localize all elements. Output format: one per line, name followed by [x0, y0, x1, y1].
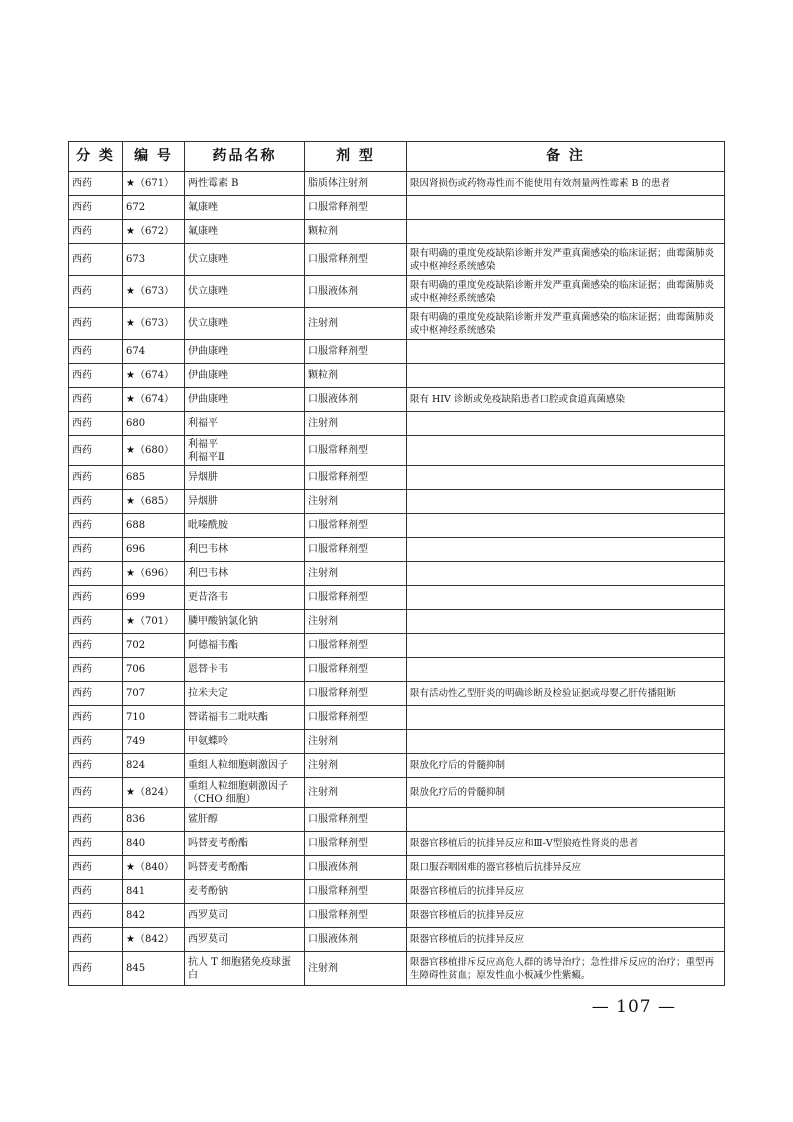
table-row — [69, 436, 725, 466]
cell-number: ★（842） — [123, 928, 185, 952]
table-header — [69, 142, 725, 172]
cell-note — [407, 808, 725, 832]
cell-number: 707 — [123, 682, 185, 706]
cell-note: 限器官移植后的抗排异反应和Ⅲ-Ⅴ型狼疮性肾炎的患者 — [407, 832, 725, 856]
cell-category: 西药 — [69, 634, 123, 658]
cell-number: 672 — [123, 196, 185, 220]
cell-name: 重组人粒细胞刺激因子 — [185, 754, 305, 778]
cell-category: 西药 — [69, 308, 123, 340]
cell-number: 842 — [123, 904, 185, 928]
cell-number: ★（696） — [123, 562, 185, 586]
cell-category: 西药 — [69, 340, 123, 364]
cell-form: 注射剂 — [305, 610, 407, 634]
cell-form: 口服常释剂型 — [305, 634, 407, 658]
header-form: 剂 型 — [305, 142, 407, 172]
cell-number: 845 — [123, 952, 185, 986]
cell-note — [407, 220, 725, 244]
cell-note — [407, 490, 725, 514]
table-row — [69, 880, 725, 904]
table-row — [69, 562, 725, 586]
table-row — [69, 952, 725, 986]
cell-note: 限器官移植后的抗排异反应 — [407, 928, 725, 952]
cell-category: 西药 — [69, 880, 123, 904]
cell-name: 吗替麦考酚酯 — [185, 856, 305, 880]
cell-name: 替诺福韦二吡呋酯 — [185, 706, 305, 730]
table-body — [69, 172, 725, 986]
cell-note: 限有明确的重度免疫缺陷诊断并发严重真菌感染的临床证据；曲霉菌肺炎或中枢神经系统感染 — [407, 276, 725, 308]
cell-number: 680 — [123, 412, 185, 436]
cell-number: ★（701） — [123, 610, 185, 634]
cell-name: 利巴韦林 — [185, 562, 305, 586]
cell-name: 麦考酚钠 — [185, 880, 305, 904]
cell-note: 限放化疗后的骨髓抑制 — [407, 754, 725, 778]
cell-category: 西药 — [69, 388, 123, 412]
cell-number: 685 — [123, 466, 185, 490]
cell-form: 口服常释剂型 — [305, 436, 407, 466]
cell-form: 注射剂 — [305, 308, 407, 340]
cell-category: 西药 — [69, 928, 123, 952]
cell-note — [407, 706, 725, 730]
cell-category: 西药 — [69, 220, 123, 244]
table-row — [69, 388, 725, 412]
cell-name: 氟康唑 — [185, 196, 305, 220]
cell-form: 口服常释剂型 — [305, 196, 407, 220]
cell-name: 甲氨蝶呤 — [185, 730, 305, 754]
cell-number: ★（680） — [123, 436, 185, 466]
cell-category: 西药 — [69, 856, 123, 880]
cell-number: 824 — [123, 754, 185, 778]
cell-form: 注射剂 — [305, 490, 407, 514]
cell-category: 西药 — [69, 778, 123, 808]
table-row — [69, 778, 725, 808]
cell-note — [407, 436, 725, 466]
cell-number: 696 — [123, 538, 185, 562]
header-category: 分 类 — [69, 142, 123, 172]
table-row — [69, 244, 725, 276]
table-row — [69, 412, 725, 436]
header-note: 备 注 — [407, 142, 725, 172]
cell-form: 口服常释剂型 — [305, 514, 407, 538]
cell-category: 西药 — [69, 466, 123, 490]
header-row — [69, 142, 725, 172]
cell-name: 阿德福韦酯 — [185, 634, 305, 658]
cell-form: 注射剂 — [305, 562, 407, 586]
cell-note — [407, 538, 725, 562]
cell-number: 710 — [123, 706, 185, 730]
cell-name: 西罗莫司 — [185, 904, 305, 928]
cell-note — [407, 562, 725, 586]
cell-number: 836 — [123, 808, 185, 832]
cell-note — [407, 196, 725, 220]
cell-number: ★（824） — [123, 778, 185, 808]
cell-note: 限有活动性乙型肝炎的明确诊断及检验证据或母婴乙肝传播阻断 — [407, 682, 725, 706]
cell-name: 伏立康唑 — [185, 276, 305, 308]
table-row — [69, 586, 725, 610]
cell-category: 西药 — [69, 276, 123, 308]
cell-category: 西药 — [69, 754, 123, 778]
cell-name: 吡嗪酰胺 — [185, 514, 305, 538]
cell-form: 口服常释剂型 — [305, 466, 407, 490]
table-row — [69, 634, 725, 658]
cell-number: ★（672） — [123, 220, 185, 244]
table-row — [69, 514, 725, 538]
cell-category: 西药 — [69, 832, 123, 856]
header-name: 药品名称 — [185, 142, 305, 172]
cell-note — [407, 634, 725, 658]
page-number: — 107 — — [591, 997, 676, 1017]
table-row — [69, 658, 725, 682]
table-row — [69, 832, 725, 856]
cell-number: ★（685） — [123, 490, 185, 514]
cell-name: 利福平 — [185, 412, 305, 436]
cell-name: 鲨肝醇 — [185, 808, 305, 832]
cell-name: 拉米夫定 — [185, 682, 305, 706]
cell-note: 限放化疗后的骨髓抑制 — [407, 778, 725, 808]
table-row — [69, 706, 725, 730]
cell-number: ★（671） — [123, 172, 185, 196]
table-row — [69, 340, 725, 364]
cell-note — [407, 412, 725, 436]
cell-name: 抗人 T 细胞猪免疫球蛋白 — [185, 952, 305, 986]
cell-number: ★（840） — [123, 856, 185, 880]
cell-name: 伊曲康唑 — [185, 340, 305, 364]
cell-number: 840 — [123, 832, 185, 856]
cell-category: 西药 — [69, 658, 123, 682]
cell-note — [407, 586, 725, 610]
cell-note: 限有明确的重度免疫缺陷诊断并发严重真菌感染的临床证据；曲霉菌肺炎或中枢神经系统感染 — [407, 244, 725, 276]
header-number: 编 号 — [123, 142, 185, 172]
table-row — [69, 196, 725, 220]
cell-number: 674 — [123, 340, 185, 364]
table-row — [69, 856, 725, 880]
cell-note: 限因肾损伤或药物毒性而不能使用有效剂量两性霉素 B 的患者 — [407, 172, 725, 196]
cell-category: 西药 — [69, 682, 123, 706]
cell-category: 西药 — [69, 514, 123, 538]
cell-form: 口服常释剂型 — [305, 586, 407, 610]
cell-form: 口服常释剂型 — [305, 658, 407, 682]
cell-form: 口服液体剂 — [305, 276, 407, 308]
cell-category: 西药 — [69, 538, 123, 562]
cell-name: 西罗莫司 — [185, 928, 305, 952]
cell-number: 841 — [123, 880, 185, 904]
cell-category: 西药 — [69, 808, 123, 832]
cell-name: 膦甲酸钠氯化钠 — [185, 610, 305, 634]
table-row — [69, 364, 725, 388]
cell-form: 口服常释剂型 — [305, 808, 407, 832]
cell-form: 注射剂 — [305, 952, 407, 986]
cell-note — [407, 340, 725, 364]
cell-form: 脂质体注射剂 — [305, 172, 407, 196]
drug-table — [68, 141, 725, 986]
cell-number: 702 — [123, 634, 185, 658]
cell-number: ★（674） — [123, 364, 185, 388]
cell-note — [407, 610, 725, 634]
cell-category: 西药 — [69, 436, 123, 466]
cell-note: 限有明确的重度免疫缺陷诊断并发严重真菌感染的临床证据；曲霉菌肺炎或中枢神经系统感染 — [407, 308, 725, 340]
cell-form: 口服常释剂型 — [305, 904, 407, 928]
table-row — [69, 220, 725, 244]
table-row — [69, 904, 725, 928]
cell-name: 更昔洛韦 — [185, 586, 305, 610]
table-row — [69, 682, 725, 706]
cell-name: 伊曲康唑 — [185, 388, 305, 412]
cell-note — [407, 658, 725, 682]
cell-number: ★（673） — [123, 308, 185, 340]
table-row — [69, 730, 725, 754]
table-row — [69, 928, 725, 952]
cell-name: 重组人粒细胞刺激因子（CHO 细胞） — [185, 778, 305, 808]
cell-category: 西药 — [69, 412, 123, 436]
cell-form: 注射剂 — [305, 778, 407, 808]
cell-number: 688 — [123, 514, 185, 538]
cell-form: 颗粒剂 — [305, 220, 407, 244]
cell-note: 限有 HIV 诊断或免疫缺陷患者口腔或食道真菌感染 — [407, 388, 725, 412]
table-row — [69, 276, 725, 308]
cell-number: 749 — [123, 730, 185, 754]
cell-number: 699 — [123, 586, 185, 610]
table-row — [69, 610, 725, 634]
cell-form: 颗粒剂 — [305, 364, 407, 388]
table-row — [69, 490, 725, 514]
cell-category: 西药 — [69, 730, 123, 754]
cell-category: 西药 — [69, 196, 123, 220]
cell-category: 西药 — [69, 490, 123, 514]
cell-category: 西药 — [69, 172, 123, 196]
cell-category: 西药 — [69, 244, 123, 276]
cell-form: 注射剂 — [305, 412, 407, 436]
cell-form: 注射剂 — [305, 730, 407, 754]
cell-form: 口服常释剂型 — [305, 880, 407, 904]
cell-form: 口服常释剂型 — [305, 340, 407, 364]
cell-note — [407, 466, 725, 490]
cell-note — [407, 364, 725, 388]
cell-number: 706 — [123, 658, 185, 682]
cell-name: 伏立康唑 — [185, 308, 305, 340]
cell-category: 西药 — [69, 706, 123, 730]
cell-name: 伊曲康唑 — [185, 364, 305, 388]
table-row — [69, 172, 725, 196]
cell-number: ★（674） — [123, 388, 185, 412]
cell-form: 口服液体剂 — [305, 928, 407, 952]
cell-note: 限器官移植排斥反应高危人群的诱导治疗；急性排斥反应的治疗；重型再生障碍性贫血；原发性血小板减少性紫癜。 — [407, 952, 725, 986]
cell-form: 口服常释剂型 — [305, 706, 407, 730]
cell-form: 口服常释剂型 — [305, 832, 407, 856]
cell-form: 口服液体剂 — [305, 856, 407, 880]
cell-form: 口服常释剂型 — [305, 244, 407, 276]
table-row — [69, 308, 725, 340]
table-row — [69, 808, 725, 832]
cell-note — [407, 514, 725, 538]
cell-note: 限口服吞咽困难的器官移植后抗排异反应 — [407, 856, 725, 880]
cell-name: 利福平 利福平Ⅱ — [185, 436, 305, 466]
cell-form: 口服液体剂 — [305, 388, 407, 412]
cell-form: 口服常释剂型 — [305, 682, 407, 706]
cell-form: 注射剂 — [305, 754, 407, 778]
cell-category: 西药 — [69, 610, 123, 634]
cell-name: 异烟肼 — [185, 490, 305, 514]
cell-name: 恩替卡韦 — [185, 658, 305, 682]
cell-category: 西药 — [69, 952, 123, 986]
cell-note — [407, 730, 725, 754]
cell-name: 伏立康唑 — [185, 244, 305, 276]
cell-note: 限器官移植后的抗排异反应 — [407, 904, 725, 928]
table-row — [69, 754, 725, 778]
cell-name: 异烟肼 — [185, 466, 305, 490]
cell-note: 限器官移植后的抗排异反应 — [407, 880, 725, 904]
cell-name: 吗替麦考酚酯 — [185, 832, 305, 856]
cell-number: ★（673） — [123, 276, 185, 308]
cell-category: 西药 — [69, 364, 123, 388]
cell-number: 673 — [123, 244, 185, 276]
cell-name: 利巴韦林 — [185, 538, 305, 562]
table-row — [69, 466, 725, 490]
cell-category: 西药 — [69, 562, 123, 586]
cell-form: 口服常释剂型 — [305, 538, 407, 562]
cell-category: 西药 — [69, 586, 123, 610]
cell-name: 氟康唑 — [185, 220, 305, 244]
cell-name: 两性霉素 B — [185, 172, 305, 196]
table-row — [69, 538, 725, 562]
cell-category: 西药 — [69, 904, 123, 928]
